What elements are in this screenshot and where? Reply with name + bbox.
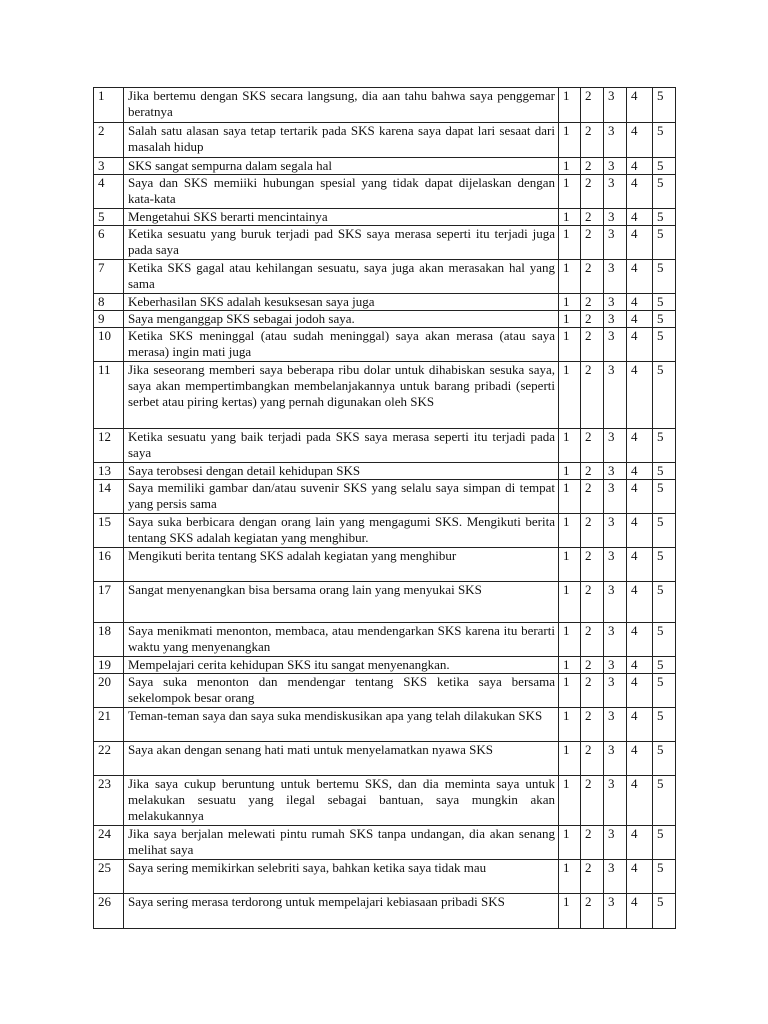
rating-option-1[interactable]: 1 [559, 175, 581, 209]
question-row [94, 894, 676, 929]
rating-option-1[interactable]: 1 [559, 514, 581, 548]
question-number: 7 [94, 260, 124, 294]
question-number: 10 [94, 328, 124, 362]
question-text: Jika saya berjalan melewati pintu rumah SKS tanpa undangan, dia akan senang melihat saya [124, 826, 559, 860]
rating-option-2[interactable]: 2 [581, 674, 604, 708]
question-text: SKS sangat sempurna dalam segala hal [124, 158, 559, 175]
rating-option-2[interactable]: 2 [581, 894, 604, 929]
rating-option-3[interactable]: 3 [604, 894, 627, 929]
question-number: 18 [94, 623, 124, 657]
rating-option-3[interactable]: 3 [604, 826, 627, 860]
question-number: 19 [94, 657, 124, 674]
question-number: 8 [94, 294, 124, 311]
rating-option-5[interactable]: 5 [653, 260, 676, 294]
question-number: 4 [94, 175, 124, 209]
rating-option-4[interactable]: 4 [627, 860, 653, 894]
question-row [94, 674, 676, 708]
rating-option-3[interactable]: 3 [604, 708, 627, 742]
question-row [94, 742, 676, 776]
rating-option-5[interactable]: 5 [653, 88, 676, 123]
rating-option-4[interactable]: 4 [627, 582, 653, 623]
rating-option-1[interactable]: 1 [559, 88, 581, 123]
rating-option-4[interactable]: 4 [627, 429, 653, 463]
question-text: Ketika sesuatu yang buruk terjadi pad SKS saya merasa seperti itu terjadi juga pada saya [124, 226, 559, 260]
rating-option-2[interactable]: 2 [581, 582, 604, 623]
rating-option-5[interactable]: 5 [653, 429, 676, 463]
question-row [94, 294, 676, 311]
rating-option-5[interactable]: 5 [653, 826, 676, 860]
rating-option-3[interactable]: 3 [604, 209, 627, 226]
question-text: Ketika SKS gagal atau kehilangan sesuatu, saya juga akan merasakan hal yang sama [124, 260, 559, 294]
rating-option-3[interactable]: 3 [604, 123, 627, 158]
question-row [94, 657, 676, 674]
rating-option-5[interactable]: 5 [653, 582, 676, 623]
rating-option-2[interactable]: 2 [581, 826, 604, 860]
question-text: Saya menikmati menonton, membaca, atau mendengarkan SKS karena itu berarti waktu yang menyenangkan [124, 623, 559, 657]
rating-option-3[interactable]: 3 [604, 582, 627, 623]
question-text: Mengetahui SKS berarti mencintainya [124, 209, 559, 226]
rating-option-1[interactable]: 1 [559, 480, 581, 514]
question-number: 11 [94, 362, 124, 429]
rating-option-1[interactable]: 1 [559, 328, 581, 362]
rating-option-2[interactable]: 2 [581, 294, 604, 311]
question-row [94, 328, 676, 362]
question-number: 20 [94, 674, 124, 708]
rating-option-1[interactable]: 1 [559, 463, 581, 480]
rating-option-2[interactable]: 2 [581, 311, 604, 328]
rating-option-2[interactable]: 2 [581, 623, 604, 657]
rating-option-1[interactable]: 1 [559, 708, 581, 742]
rating-option-4[interactable]: 4 [627, 463, 653, 480]
question-row [94, 514, 676, 548]
question-text: Ketika SKS meninggal (atau sudah meninggal) saya akan merasa (atau saya merasa) ingin mati juga [124, 328, 559, 362]
rating-option-3[interactable]: 3 [604, 463, 627, 480]
question-row [94, 480, 676, 514]
question-number: 17 [94, 582, 124, 623]
rating-option-1[interactable]: 1 [559, 260, 581, 294]
rating-option-1[interactable]: 1 [559, 226, 581, 260]
questionnaire-table [93, 87, 676, 929]
question-number: 21 [94, 708, 124, 742]
question-number: 22 [94, 742, 124, 776]
question-row [94, 209, 676, 226]
rating-option-4[interactable]: 4 [627, 88, 653, 123]
rating-option-2[interactable]: 2 [581, 175, 604, 209]
rating-option-3[interactable]: 3 [604, 226, 627, 260]
question-row [94, 88, 676, 123]
question-row [94, 623, 676, 657]
rating-option-4[interactable]: 4 [627, 226, 653, 260]
rating-option-4[interactable]: 4 [627, 776, 653, 826]
question-row [94, 175, 676, 209]
rating-option-2[interactable]: 2 [581, 548, 604, 582]
rating-option-3[interactable]: 3 [604, 88, 627, 123]
question-text: Saya sering merasa terdorong untuk mempelajari kebiasaan pribadi SKS [124, 894, 559, 929]
rating-option-2[interactable]: 2 [581, 158, 604, 175]
question-row [94, 362, 676, 429]
question-row [94, 311, 676, 328]
question-text: Keberhasilan SKS adalah kesuksesan saya juga [124, 294, 559, 311]
rating-option-5[interactable]: 5 [653, 548, 676, 582]
question-text: Sangat menyenangkan bisa bersama orang lain yang menyukai SKS [124, 582, 559, 623]
question-text: Saya memiliki gambar dan/atau suvenir SKS yang selalu saya simpan di tempat yang persis sama [124, 480, 559, 514]
question-number: 24 [94, 826, 124, 860]
rating-option-4[interactable]: 4 [627, 657, 653, 674]
question-number: 1 [94, 88, 124, 123]
rating-option-3[interactable]: 3 [604, 328, 627, 362]
rating-option-5[interactable]: 5 [653, 362, 676, 429]
rating-option-4[interactable]: 4 [627, 311, 653, 328]
rating-option-1[interactable]: 1 [559, 776, 581, 826]
rating-option-5[interactable]: 5 [653, 708, 676, 742]
rating-option-3[interactable]: 3 [604, 514, 627, 548]
question-row [94, 463, 676, 480]
rating-option-1[interactable]: 1 [559, 826, 581, 860]
rating-option-3[interactable]: 3 [604, 175, 627, 209]
rating-option-5[interactable]: 5 [653, 311, 676, 328]
rating-option-3[interactable]: 3 [604, 311, 627, 328]
question-text: Mempelajari cerita kehidupan SKS itu sangat menyenangkan. [124, 657, 559, 674]
rating-option-5[interactable]: 5 [653, 158, 676, 175]
question-text: Saya terobsesi dengan detail kehidupan SKS [124, 463, 559, 480]
question-row [94, 260, 676, 294]
rating-option-2[interactable]: 2 [581, 88, 604, 123]
question-number: 15 [94, 514, 124, 548]
question-text: Salah satu alasan saya tetap tertarik pada SKS karena saya dapat lari sesaat dari masalah hidup [124, 123, 559, 158]
rating-option-1[interactable]: 1 [559, 623, 581, 657]
rating-option-3[interactable]: 3 [604, 623, 627, 657]
question-number: 5 [94, 209, 124, 226]
rating-option-5[interactable]: 5 [653, 123, 676, 158]
rating-option-2[interactable]: 2 [581, 708, 604, 742]
rating-option-5[interactable]: 5 [653, 175, 676, 209]
question-text: Teman-teman saya dan saya suka mendiskusikan apa yang telah dilakukan SKS [124, 708, 559, 742]
rating-option-4[interactable]: 4 [627, 708, 653, 742]
rating-option-5[interactable]: 5 [653, 674, 676, 708]
question-text: Saya menganggap SKS sebagai jodoh saya. [124, 311, 559, 328]
rating-option-5[interactable]: 5 [653, 209, 676, 226]
question-text: Saya dan SKS memiiki hubungan spesial yang tidak dapat dijelaskan dengan kata-kata [124, 175, 559, 209]
rating-option-3[interactable]: 3 [604, 742, 627, 776]
question-number: 3 [94, 158, 124, 175]
rating-option-5[interactable]: 5 [653, 894, 676, 929]
rating-option-4[interactable]: 4 [627, 260, 653, 294]
rating-option-1[interactable]: 1 [559, 362, 581, 429]
rating-option-4[interactable]: 4 [627, 294, 653, 311]
rating-option-1[interactable]: 1 [559, 860, 581, 894]
question-text: Saya suka berbicara dengan orang lain yang mengagumi SKS. Mengikuti berita tentang SKS adalah kegiatan yang menghibur. [124, 514, 559, 548]
question-row [94, 123, 676, 158]
rating-option-5[interactable]: 5 [653, 294, 676, 311]
question-number: 13 [94, 463, 124, 480]
rating-option-5[interactable]: 5 [653, 742, 676, 776]
rating-option-1[interactable]: 1 [559, 674, 581, 708]
rating-option-3[interactable]: 3 [604, 860, 627, 894]
rating-option-4[interactable]: 4 [627, 742, 653, 776]
rating-option-2[interactable]: 2 [581, 463, 604, 480]
rating-option-1[interactable]: 1 [559, 429, 581, 463]
question-row [94, 158, 676, 175]
rating-option-1[interactable]: 1 [559, 123, 581, 158]
rating-option-1[interactable]: 1 [559, 894, 581, 929]
rating-option-3[interactable]: 3 [604, 294, 627, 311]
rating-option-2[interactable]: 2 [581, 776, 604, 826]
question-text: Jika saya cukup beruntung untuk bertemu SKS, dan dia meminta saya untuk melakukan sesuatu yang ilegal sebagai bantuan, saya mungkin akan melakukannya [124, 776, 559, 826]
rating-option-3[interactable]: 3 [604, 776, 627, 826]
question-number: 26 [94, 894, 124, 929]
rating-option-5[interactable]: 5 [653, 226, 676, 260]
question-text: Saya suka menonton dan mendengar tentang SKS ketika saya bersama sekelompok besar orang [124, 674, 559, 708]
rating-option-2[interactable]: 2 [581, 260, 604, 294]
rating-option-5[interactable]: 5 [653, 328, 676, 362]
rating-option-3[interactable]: 3 [604, 362, 627, 429]
question-number: 16 [94, 548, 124, 582]
rating-option-3[interactable]: 3 [604, 657, 627, 674]
rating-option-4[interactable]: 4 [627, 123, 653, 158]
rating-option-2[interactable]: 2 [581, 657, 604, 674]
rating-option-2[interactable]: 2 [581, 209, 604, 226]
question-text: Jika seseorang memberi saya beberapa ribu dolar untuk dihabiskan sesuka saya, saya akan mempertimbangkan membelanjakannya untuk barang pribadi (seperti serbet atau piring kertas) yang pernah digunakan oleh SKS [124, 362, 559, 429]
rating-option-4[interactable]: 4 [627, 362, 653, 429]
rating-option-2[interactable]: 2 [581, 742, 604, 776]
rating-option-4[interactable]: 4 [627, 894, 653, 929]
question-number: 25 [94, 860, 124, 894]
rating-option-5[interactable]: 5 [653, 514, 676, 548]
rating-option-5[interactable]: 5 [653, 463, 676, 480]
rating-option-2[interactable]: 2 [581, 860, 604, 894]
question-number: 14 [94, 480, 124, 514]
rating-option-1[interactable]: 1 [559, 548, 581, 582]
question-number: 9 [94, 311, 124, 328]
question-number: 23 [94, 776, 124, 826]
rating-option-4[interactable]: 4 [627, 826, 653, 860]
rating-option-2[interactable]: 2 [581, 226, 604, 260]
question-text: Saya akan dengan senang hati mati untuk menyelamatkan nyawa SKS [124, 742, 559, 776]
rating-option-1[interactable]: 1 [559, 294, 581, 311]
rating-option-4[interactable]: 4 [627, 514, 653, 548]
rating-option-1[interactable]: 1 [559, 158, 581, 175]
rating-option-2[interactable]: 2 [581, 480, 604, 514]
question-row [94, 776, 676, 826]
questionnaire-rows [94, 88, 676, 929]
rating-option-5[interactable]: 5 [653, 776, 676, 826]
question-number: 6 [94, 226, 124, 260]
rating-option-4[interactable]: 4 [627, 328, 653, 362]
rating-option-4[interactable]: 4 [627, 548, 653, 582]
question-row [94, 860, 676, 894]
question-number: 12 [94, 429, 124, 463]
rating-option-2[interactable]: 2 [581, 514, 604, 548]
rating-option-1[interactable]: 1 [559, 582, 581, 623]
rating-option-2[interactable]: 2 [581, 362, 604, 429]
rating-option-3[interactable]: 3 [604, 548, 627, 582]
rating-option-2[interactable]: 2 [581, 328, 604, 362]
rating-option-1[interactable]: 1 [559, 311, 581, 328]
rating-option-2[interactable]: 2 [581, 429, 604, 463]
rating-option-5[interactable]: 5 [653, 657, 676, 674]
rating-option-4[interactable]: 4 [627, 623, 653, 657]
question-row [94, 226, 676, 260]
rating-option-1[interactable]: 1 [559, 209, 581, 226]
rating-option-5[interactable]: 5 [653, 623, 676, 657]
question-text: Ketika sesuatu yang baik terjadi pada SKS saya merasa seperti itu terjadi pada saya [124, 429, 559, 463]
question-row [94, 429, 676, 463]
question-number: 2 [94, 123, 124, 158]
question-text: Mengikuti berita tentang SKS adalah kegiatan yang menghibur [124, 548, 559, 582]
rating-option-3[interactable]: 3 [604, 260, 627, 294]
rating-option-3[interactable]: 3 [604, 480, 627, 514]
question-row [94, 708, 676, 742]
rating-option-1[interactable]: 1 [559, 742, 581, 776]
question-text: Jika bertemu dengan SKS secara langsung, dia aan tahu bahwa saya penggemar beratnya [124, 88, 559, 123]
question-text: Saya sering memikirkan selebriti saya, bahkan ketika saya tidak mau [124, 860, 559, 894]
rating-option-3[interactable]: 3 [604, 429, 627, 463]
rating-option-5[interactable]: 5 [653, 860, 676, 894]
rating-option-4[interactable]: 4 [627, 209, 653, 226]
rating-option-3[interactable]: 3 [604, 674, 627, 708]
rating-option-4[interactable]: 4 [627, 674, 653, 708]
question-row [94, 826, 676, 860]
rating-option-1[interactable]: 1 [559, 657, 581, 674]
rating-option-5[interactable]: 5 [653, 480, 676, 514]
question-row [94, 582, 676, 623]
rating-option-4[interactable]: 4 [627, 175, 653, 209]
rating-option-2[interactable]: 2 [581, 123, 604, 158]
rating-option-3[interactable]: 3 [604, 158, 627, 175]
question-row [94, 548, 676, 582]
rating-option-4[interactable]: 4 [627, 480, 653, 514]
rating-option-4[interactable]: 4 [627, 158, 653, 175]
